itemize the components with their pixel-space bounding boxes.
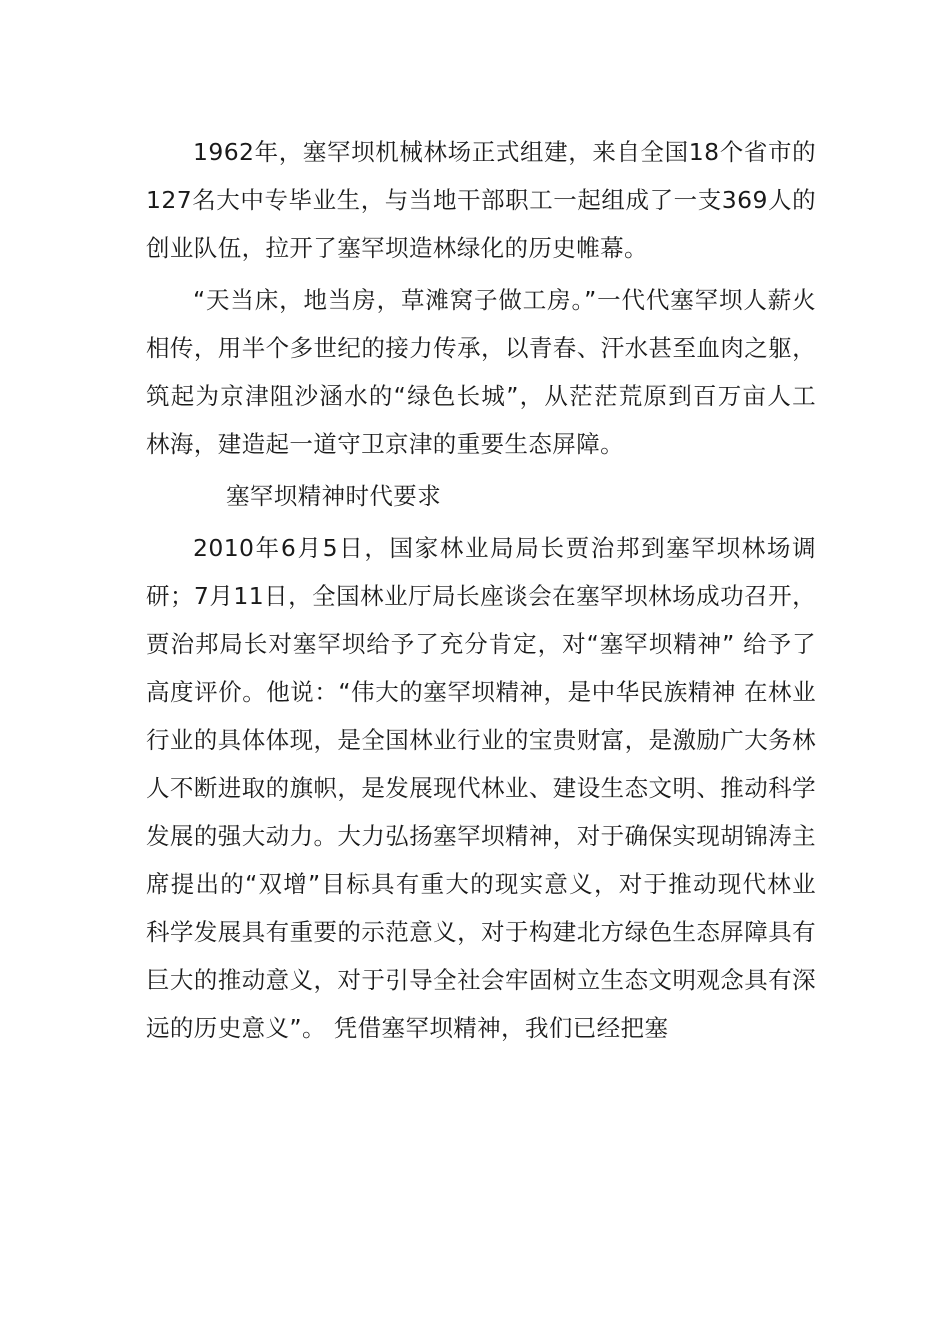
paragraph-legacy: “天当床，地当房，草滩窝子做工房。”一代代塞罕坝人薪火相传，用半个多世纪的接力传承，以青春、汗水甚至血肉之躯，筑起为京津阻沙涵水的“绿色长城”，从茫茫荒原到百万亩人工林海，建造起一道守卫京津的重要生态屏障。 xyxy=(146,286,816,458)
paragraph-spirit: 2010年6月5日，国家林业局局长贾治邦到塞罕坝林场调研；7月11日，全国林业厅局长座谈会在塞罕坝林场成功召开，贾治邦局长对塞罕坝给予了充分肯定，对“塞罕坝精神” 给予了高度评价。他说：“伟大的塞罕坝精神，是中华民族精神 在林业行业的具体体现，是全国林业行业的宝贵财富，是激励广大务林人不断进取的旗帜，是发展现代林业、建设生态文明、推动科学发展的强大动力。大力弘扬塞罕坝精神，对于确保实现胡锦涛主席提出的“双增”目标具有重大的现实意义，对于推动现代林业科学发展具有重要的示范意义，对于构建北方绿色生态屏障具有巨大的推动意义，对于引导全社会牢固树立生态文明观念具有深远的历史意义”。 凭借塞罕坝精神，我们已经把塞 xyxy=(146,534,816,1042)
section-heading: 塞罕坝精神时代要求 xyxy=(226,482,442,510)
document-body xyxy=(146,128,816,1052)
paragraph-founding: 1962年，塞罕坝机械林场正式组建，来自全国18个省市的127名大中专毕业生，与当地干部职工一起组成了一支369人的创业队伍，拉开了塞罕坝造林绿化的历史帷幕。 xyxy=(146,138,816,262)
